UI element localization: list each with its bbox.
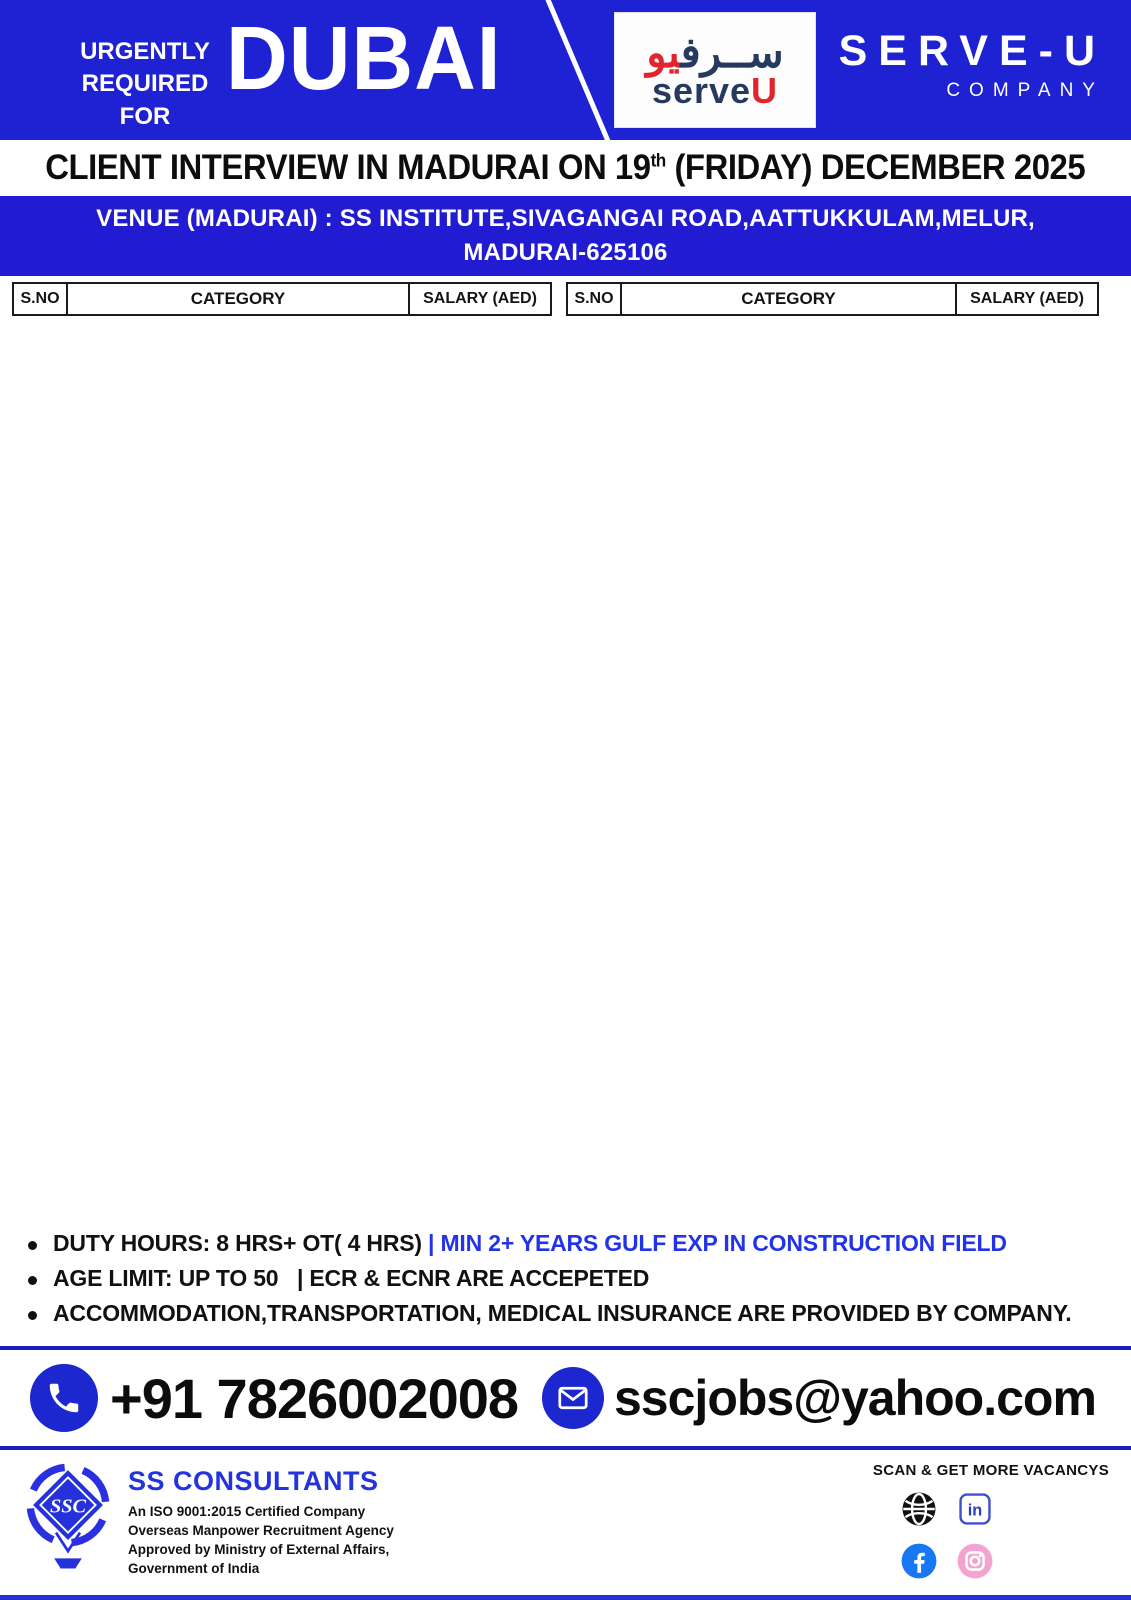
linkedin-icon [958, 1492, 992, 1526]
logo-latin-main: serve [651, 70, 752, 112]
header-banner [0, 0, 1131, 140]
note-black-text: AGE LIMIT: UP TO 50 | ECR & ECNR ARE ACCEPETED [53, 1265, 650, 1291]
job-table-right [566, 282, 1099, 316]
iso-line: An ISO 9001:2015 Certified Company [128, 1504, 366, 1519]
urgently-required-label [56, 36, 234, 133]
table-header-row [567, 283, 1098, 315]
interview-title-band [0, 140, 1131, 196]
logo-arabic-main: ســرف [680, 28, 784, 76]
note-black-text: DUTY HOURS: 8 HRS+ OT( 4 HRS) [53, 1230, 429, 1256]
note-text [53, 1300, 1072, 1327]
venue-line-2: MADURAI-625106 [463, 239, 668, 266]
header-category: CATEGORY [621, 283, 956, 315]
note-text [53, 1265, 649, 1292]
social-qr-row [897, 1487, 1109, 1583]
qr-code [1013, 1487, 1109, 1583]
header-salary: SALARY (AED) [956, 283, 1098, 315]
serveu-logo-arabic-text [646, 28, 784, 76]
interview-title [45, 148, 1085, 188]
note-highlight: | MIN 2+ YEARS GULF EXP IN CONSTRUCTION FIELD [428, 1230, 1007, 1256]
logo-arabic-accent: يو [646, 28, 681, 76]
bullet-dot [28, 1311, 37, 1320]
email-address: sscjobs@yahoo.com [614, 1370, 1096, 1426]
serveu-logo-latin-text [651, 70, 779, 112]
ssc-logo [22, 1458, 114, 1576]
bullet-dot [28, 1241, 37, 1250]
notes-section [0, 1214, 1131, 1346]
brand-subtitle: COMPANY [946, 80, 1104, 102]
venue-line-1: VENUE (MADURAI) : SS INSTITUTE,SIVAGANGAI ROAD,AATTUKKULAM,MELUR, [96, 205, 1035, 232]
bullet-dot [28, 1276, 37, 1285]
globe-icon [901, 1491, 937, 1527]
svg-text:SSC: SSC [49, 1495, 87, 1518]
serveu-logo [614, 12, 816, 128]
facebook-icon [900, 1542, 938, 1580]
note-item [28, 1265, 1103, 1292]
consultancy-block [22, 1458, 394, 1595]
scan-block [873, 1458, 1109, 1595]
note-item [28, 1300, 1103, 1327]
header-salary: SALARY (AED) [409, 283, 551, 315]
job-table-left [12, 282, 552, 316]
note-text [53, 1230, 1007, 1257]
diagonal-divider [542, 0, 613, 140]
consultancy-name: SS CONSULTANTS [128, 1466, 379, 1496]
header-sno: S.NO [13, 283, 67, 315]
instagram-icon [956, 1542, 994, 1580]
brand-name: SERVE-U [838, 27, 1106, 75]
header-sno: S.NO [567, 283, 621, 315]
title-prefix: CLIENT INTERVIEW IN MADURAI ON 19 [45, 148, 651, 187]
ministry-line: Approved by Ministry of External Affairs, [128, 1542, 390, 1558]
job-tables [0, 276, 1131, 1214]
urgently-line1: URGENTLY [80, 38, 210, 65]
svg-text:in: in [967, 1501, 983, 1520]
title-superscript: th [650, 150, 667, 171]
social-icons [897, 1487, 997, 1583]
consultancy-text [128, 1458, 394, 1579]
phone-number: +91 7826002008 [110, 1366, 518, 1430]
note-black-text: ACCOMMODATION,TRANSPORTATION, MEDICAL INSURANCE ARE PROVIDED BY COMPANY. [53, 1300, 1072, 1326]
city-title: DUBAI [226, 9, 502, 109]
contact-bar [0, 1350, 1131, 1446]
logo-latin-accent: U [751, 70, 779, 112]
agency-line: Overseas Manpower Recruitment Agency [128, 1523, 394, 1539]
footer [0, 1450, 1131, 1600]
scan-label: SCAN & GET MORE VACANCYS [872, 1462, 1109, 1479]
brand-block [838, 27, 1106, 102]
phone-icon [30, 1364, 98, 1432]
header-category: CATEGORY [67, 283, 409, 315]
table-header-row [13, 283, 551, 315]
title-suffix: (FRIDAY) DECEMBER 2025 [666, 148, 1086, 187]
email-icon [542, 1367, 604, 1429]
urgently-line2: REQUIRED FOR [81, 70, 209, 130]
government-line: Government of India [128, 1561, 260, 1577]
venue-banner [0, 196, 1131, 276]
note-item [28, 1230, 1103, 1257]
